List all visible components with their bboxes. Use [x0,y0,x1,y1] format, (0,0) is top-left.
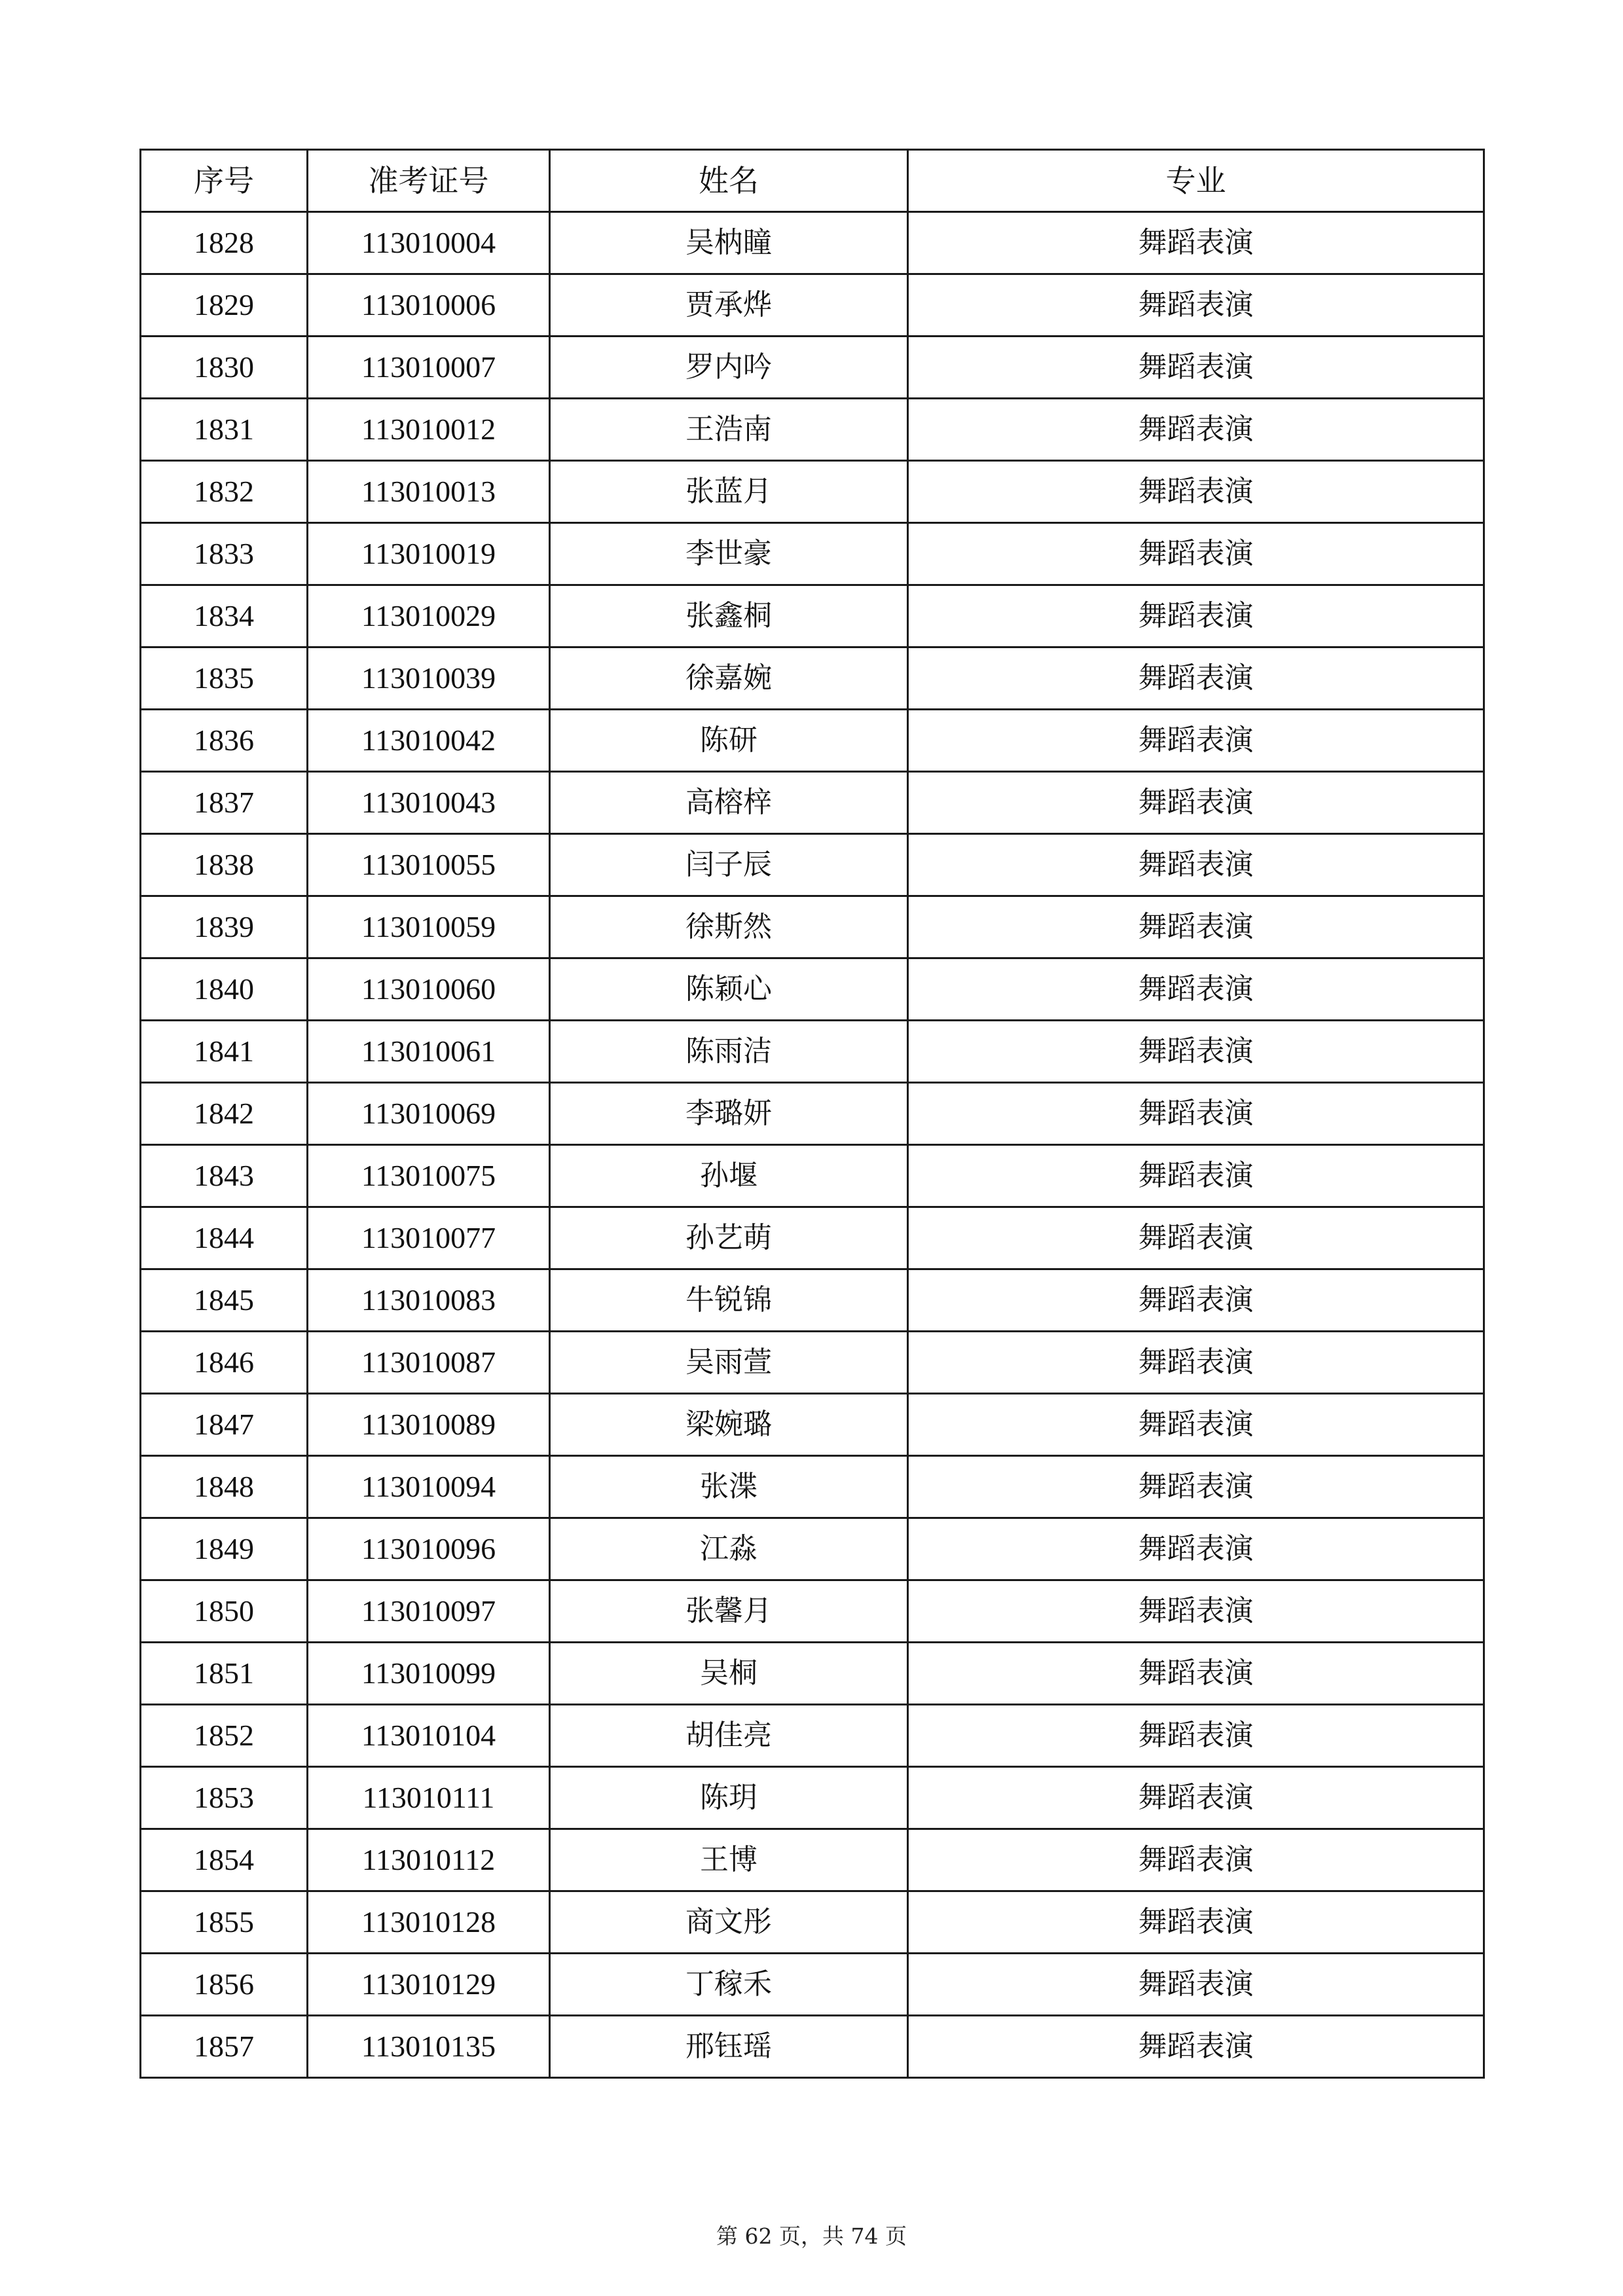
cell-exam-id: 113010128 [308,1891,550,1954]
table-row [141,1767,1484,1829]
cell-major: 舞蹈表演 [908,1021,1484,1083]
table-body [141,212,1484,2078]
cell-seq: 1853 [141,1767,308,1829]
table-row [141,523,1484,585]
cell-exam-id: 113010087 [308,1332,550,1394]
cell-exam-id: 113010012 [308,399,550,461]
cell-major: 舞蹈表演 [908,896,1484,958]
cell-seq: 1846 [141,1332,308,1394]
table-row [141,1643,1484,1705]
cell-major: 舞蹈表演 [908,2016,1484,2078]
cell-name: 梁婉璐 [550,1394,908,1456]
cell-seq: 1857 [141,2016,308,2078]
cell-seq: 1840 [141,958,308,1021]
cell-major: 舞蹈表演 [908,212,1484,274]
cell-seq: 1839 [141,896,308,958]
admission-roster-table [139,149,1485,2079]
cell-exam-id: 113010135 [308,2016,550,2078]
cell-name: 吴雨萱 [550,1332,908,1394]
cell-name: 徐嘉婉 [550,647,908,710]
cell-exam-id: 113010007 [308,337,550,399]
cell-name: 高榕梓 [550,772,908,834]
table-row [141,1145,1484,1207]
table-row [141,896,1484,958]
cell-exam-id: 113010094 [308,1456,550,1518]
cell-seq: 1831 [141,399,308,461]
cell-exam-id: 113010075 [308,1145,550,1207]
cell-seq: 1856 [141,1954,308,2016]
cell-name: 张渫 [550,1456,908,1518]
cell-seq: 1832 [141,461,308,523]
cell-exam-id: 113010006 [308,274,550,337]
table-row [141,1518,1484,1580]
table-row [141,1891,1484,1954]
page-number-footer: 第 62 页，共 74 页 [716,2223,907,2249]
cell-name: 牛锐锦 [550,1269,908,1332]
cell-major: 舞蹈表演 [908,1083,1484,1145]
cell-major: 舞蹈表演 [908,1207,1484,1269]
table-row [141,1954,1484,2016]
cell-major: 舞蹈表演 [908,1269,1484,1332]
cell-exam-id: 113010069 [308,1083,550,1145]
cell-exam-id: 113010111 [308,1767,550,1829]
cell-major: 舞蹈表演 [908,1643,1484,1705]
cell-name: 王浩南 [550,399,908,461]
cell-exam-id: 113010104 [308,1705,550,1767]
cell-exam-id: 113010097 [308,1580,550,1643]
column-header-major: 专业 [908,150,1484,212]
table-header-row [141,150,1484,212]
cell-seq: 1844 [141,1207,308,1269]
cell-exam-id: 113010055 [308,834,550,896]
cell-major: 舞蹈表演 [908,1954,1484,2016]
cell-major: 舞蹈表演 [908,1518,1484,1580]
cell-exam-id: 113010129 [308,1954,550,2016]
cell-exam-id: 113010013 [308,461,550,523]
cell-major: 舞蹈表演 [908,1394,1484,1456]
cell-major: 舞蹈表演 [908,772,1484,834]
cell-exam-id: 113010029 [308,585,550,647]
cell-seq: 1845 [141,1269,308,1332]
table-row [141,399,1484,461]
cell-name: 孙堰 [550,1145,908,1207]
table-row [141,1021,1484,1083]
table-row [141,1332,1484,1394]
table-row [141,585,1484,647]
cell-major: 舞蹈表演 [908,1580,1484,1643]
cell-major: 舞蹈表演 [908,647,1484,710]
table-row [141,1083,1484,1145]
table-row [141,1829,1484,1891]
cell-seq: 1833 [141,523,308,585]
cell-name: 徐斯然 [550,896,908,958]
cell-name: 李世豪 [550,523,908,585]
cell-major: 舞蹈表演 [908,399,1484,461]
cell-exam-id: 113010019 [308,523,550,585]
cell-major: 舞蹈表演 [908,958,1484,1021]
cell-seq: 1851 [141,1643,308,1705]
cell-name: 王博 [550,1829,908,1891]
table-row [141,2016,1484,2078]
cell-seq: 1849 [141,1518,308,1580]
cell-name: 罗内吟 [550,337,908,399]
column-header-seq: 序号 [141,150,308,212]
cell-name: 江淼 [550,1518,908,1580]
table-row [141,274,1484,337]
cell-exam-id: 113010060 [308,958,550,1021]
cell-seq: 1843 [141,1145,308,1207]
cell-seq: 1834 [141,585,308,647]
cell-seq: 1854 [141,1829,308,1891]
cell-major: 舞蹈表演 [908,1145,1484,1207]
cell-name: 贾承烨 [550,274,908,337]
cell-name: 邢钰瑶 [550,2016,908,2078]
table-row [141,1207,1484,1269]
table-row [141,647,1484,710]
table-row [141,1705,1484,1767]
cell-seq: 1847 [141,1394,308,1456]
cell-name: 张馨月 [550,1580,908,1643]
cell-exam-id: 113010059 [308,896,550,958]
cell-major: 舞蹈表演 [908,1829,1484,1891]
cell-name: 陈研 [550,710,908,772]
cell-seq: 1841 [141,1021,308,1083]
cell-name: 吴枘瞳 [550,212,908,274]
cell-major: 舞蹈表演 [908,1332,1484,1394]
cell-exam-id: 113010083 [308,1269,550,1332]
cell-name: 陈玥 [550,1767,908,1829]
cell-major: 舞蹈表演 [908,1767,1484,1829]
cell-seq: 1830 [141,337,308,399]
cell-name: 张鑫桐 [550,585,908,647]
table-row [141,1580,1484,1643]
table-row [141,212,1484,274]
cell-seq: 1835 [141,647,308,710]
cell-name: 李璐妍 [550,1083,908,1145]
cell-seq: 1850 [141,1580,308,1643]
cell-seq: 1842 [141,1083,308,1145]
cell-seq: 1829 [141,274,308,337]
table-row [141,710,1484,772]
column-header-name: 姓名 [550,150,908,212]
cell-exam-id: 113010039 [308,647,550,710]
cell-name: 丁稼禾 [550,1954,908,2016]
cell-exam-id: 113010043 [308,772,550,834]
table-row [141,461,1484,523]
table-row [141,834,1484,896]
cell-major: 舞蹈表演 [908,461,1484,523]
table-row [141,1269,1484,1332]
table-row [141,958,1484,1021]
cell-seq: 1838 [141,834,308,896]
column-header-exam-id: 准考证号 [308,150,550,212]
table-row [141,1456,1484,1518]
table-row [141,772,1484,834]
table-row [141,1394,1484,1456]
table-row [141,337,1484,399]
cell-exam-id: 113010096 [308,1518,550,1580]
cell-seq: 1837 [141,772,308,834]
cell-name: 陈颖心 [550,958,908,1021]
cell-name: 商文彤 [550,1891,908,1954]
cell-name: 胡佳亮 [550,1705,908,1767]
cell-seq: 1852 [141,1705,308,1767]
cell-exam-id: 113010089 [308,1394,550,1456]
cell-exam-id: 113010112 [308,1829,550,1891]
cell-name: 孙艺萌 [550,1207,908,1269]
cell-major: 舞蹈表演 [908,585,1484,647]
cell-major: 舞蹈表演 [908,834,1484,896]
cell-exam-id: 113010099 [308,1643,550,1705]
cell-exam-id: 113010061 [308,1021,550,1083]
cell-name: 陈雨洁 [550,1021,908,1083]
cell-major: 舞蹈表演 [908,1891,1484,1954]
cell-seq: 1836 [141,710,308,772]
cell-name: 闫子辰 [550,834,908,896]
cell-major: 舞蹈表演 [908,1456,1484,1518]
cell-major: 舞蹈表演 [908,274,1484,337]
cell-exam-id: 113010004 [308,212,550,274]
cell-seq: 1848 [141,1456,308,1518]
cell-major: 舞蹈表演 [908,1705,1484,1767]
cell-seq: 1855 [141,1891,308,1954]
cell-seq: 1828 [141,212,308,274]
cell-major: 舞蹈表演 [908,523,1484,585]
cell-major: 舞蹈表演 [908,710,1484,772]
cell-exam-id: 113010077 [308,1207,550,1269]
cell-name: 张蓝月 [550,461,908,523]
cell-name: 吴桐 [550,1643,908,1705]
cell-exam-id: 113010042 [308,710,550,772]
cell-major: 舞蹈表演 [908,337,1484,399]
